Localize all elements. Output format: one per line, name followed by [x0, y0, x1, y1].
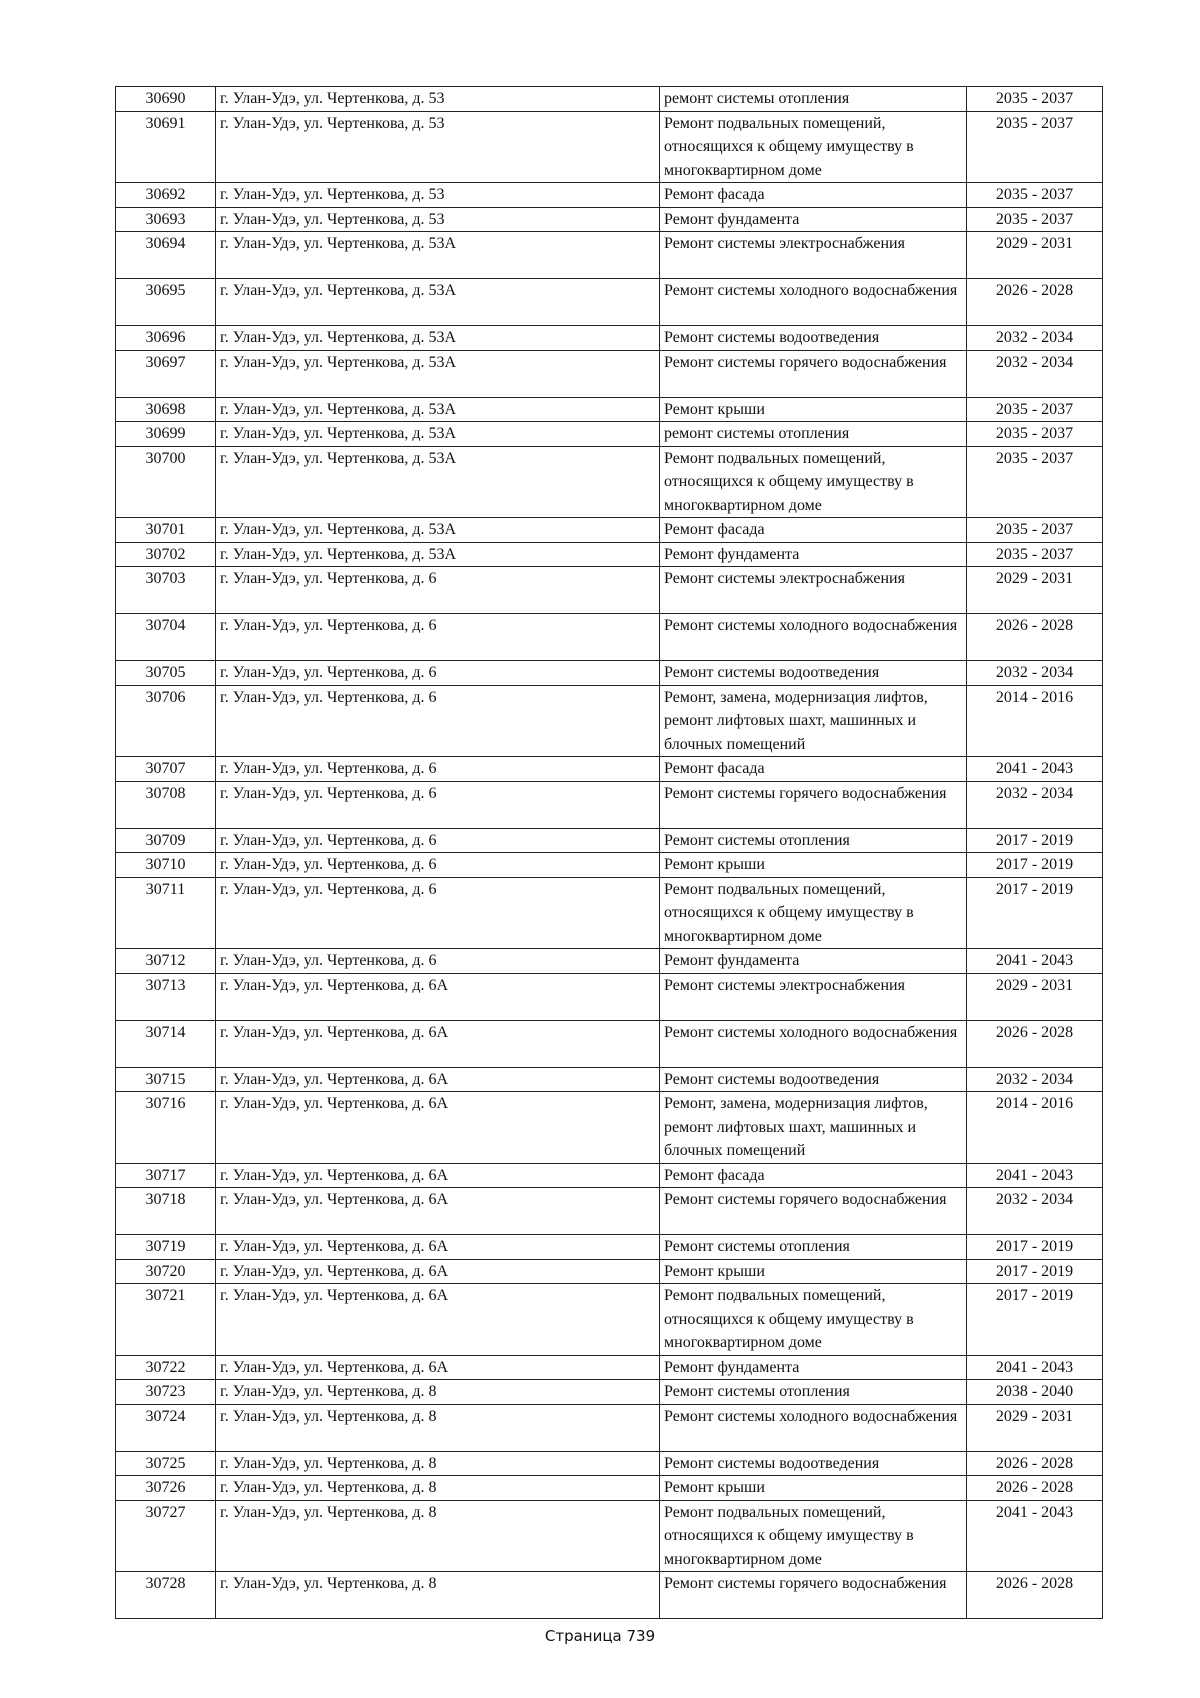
- table-row: [116, 973, 1103, 1020]
- row-id: 30692: [116, 183, 216, 208]
- row-address: г. Улан-Удэ, ул. Чертенкова, д. 53А: [216, 232, 660, 279]
- page-number: Страница 739: [544, 1627, 656, 1645]
- row-period: 2041 - 2043: [967, 1500, 1103, 1572]
- table-row: [116, 542, 1103, 567]
- table-row: [116, 207, 1103, 232]
- row-work-type: Ремонт фундамента: [660, 207, 967, 232]
- row-address: г. Улан-Удэ, ул. Чертенкова, д. 53А: [216, 279, 660, 326]
- row-period: 2017 - 2019: [967, 1284, 1103, 1356]
- row-address: г. Улан-Удэ, ул. Чертенкова, д. 6: [216, 757, 660, 782]
- row-id: 30718: [116, 1188, 216, 1235]
- row-address: г. Улан-Удэ, ул. Чертенкова, д. 53А: [216, 542, 660, 567]
- row-address: г. Улан-Удэ, ул. Чертенкова, д. 53А: [216, 326, 660, 351]
- row-address: г. Улан-Удэ, ул. Чертенкова, д. 53А: [216, 518, 660, 543]
- table-row: [116, 1259, 1103, 1284]
- row-period: 2029 - 2031: [967, 1404, 1103, 1451]
- row-address: г. Улан-Удэ, ул. Чертенкова, д. 53А: [216, 350, 660, 397]
- row-work-type: Ремонт системы горячего водоснабжения: [660, 1188, 967, 1235]
- row-period: 2014 - 2016: [967, 685, 1103, 757]
- table-row: [116, 279, 1103, 326]
- row-period: 2032 - 2034: [967, 661, 1103, 686]
- row-id: 30728: [116, 1572, 216, 1619]
- row-id: 30720: [116, 1259, 216, 1284]
- row-work-type: Ремонт системы холодного водоснабжения: [660, 1404, 967, 1451]
- table-row: [116, 1380, 1103, 1405]
- row-id: 30726: [116, 1476, 216, 1501]
- row-work-type: Ремонт подвальных помещений, относящихся к общему имуществу в многоквартирном доме: [660, 111, 967, 183]
- row-id: 30694: [116, 232, 216, 279]
- row-address: г. Улан-Удэ, ул. Чертенкова, д. 53А: [216, 397, 660, 422]
- table-row: [116, 518, 1103, 543]
- row-work-type: Ремонт системы водоотведения: [660, 661, 967, 686]
- table-row: [116, 1188, 1103, 1235]
- row-address: г. Улан-Удэ, ул. Чертенкова, д. 8: [216, 1500, 660, 1572]
- table-row: [116, 232, 1103, 279]
- row-id: 30725: [116, 1451, 216, 1476]
- table-row: [116, 757, 1103, 782]
- row-work-type: Ремонт системы горячего водоснабжения: [660, 781, 967, 828]
- row-work-type: Ремонт крыши: [660, 853, 967, 878]
- row-period: 2035 - 2037: [967, 111, 1103, 183]
- row-work-type: Ремонт системы холодного водоснабжения: [660, 614, 967, 661]
- row-work-type: Ремонт фундамента: [660, 1355, 967, 1380]
- row-period: 2026 - 2028: [967, 1451, 1103, 1476]
- row-id: 30705: [116, 661, 216, 686]
- row-id: 30691: [116, 111, 216, 183]
- row-address: г. Улан-Удэ, ул. Чертенкова, д. 6А: [216, 1259, 660, 1284]
- row-work-type: Ремонт системы водоотведения: [660, 1451, 967, 1476]
- row-address: г. Улан-Удэ, ул. Чертенкова, д. 6: [216, 614, 660, 661]
- row-address: г. Улан-Удэ, ул. Чертенкова, д. 8: [216, 1404, 660, 1451]
- table-row: [116, 781, 1103, 828]
- row-period: 2038 - 2040: [967, 1380, 1103, 1405]
- row-period: 2017 - 2019: [967, 877, 1103, 949]
- row-id: 30707: [116, 757, 216, 782]
- row-address: г. Улан-Удэ, ул. Чертенкова, д. 6: [216, 567, 660, 614]
- row-work-type: Ремонт системы холодного водоснабжения: [660, 1020, 967, 1067]
- row-period: 2029 - 2031: [967, 973, 1103, 1020]
- row-work-type: Ремонт системы горячего водоснабжения: [660, 350, 967, 397]
- row-id: 30708: [116, 781, 216, 828]
- row-work-type: Ремонт системы отопления: [660, 828, 967, 853]
- table-row: [116, 1067, 1103, 1092]
- table-row: [116, 111, 1103, 183]
- row-id: 30698: [116, 397, 216, 422]
- row-address: г. Улан-Удэ, ул. Чертенкова, д. 6: [216, 661, 660, 686]
- row-period: 2026 - 2028: [967, 1476, 1103, 1501]
- row-period: 2041 - 2043: [967, 757, 1103, 782]
- row-id: 30722: [116, 1355, 216, 1380]
- row-work-type: Ремонт подвальных помещений, относящихся к общему имуществу в многоквартирном доме: [660, 877, 967, 949]
- table-row: [116, 87, 1103, 112]
- row-id: 30724: [116, 1404, 216, 1451]
- row-address: г. Улан-Удэ, ул. Чертенкова, д. 6А: [216, 1020, 660, 1067]
- row-work-type: Ремонт фасада: [660, 1163, 967, 1188]
- row-id: 30717: [116, 1163, 216, 1188]
- table-row: [116, 1572, 1103, 1619]
- row-address: г. Улан-Удэ, ул. Чертенкова, д. 53: [216, 87, 660, 112]
- table-row: [116, 1235, 1103, 1260]
- table-body: [116, 87, 1103, 1619]
- row-id: 30704: [116, 614, 216, 661]
- row-period: 2035 - 2037: [967, 518, 1103, 543]
- row-id: 30697: [116, 350, 216, 397]
- row-work-type: Ремонт системы электроснабжения: [660, 567, 967, 614]
- row-period: 2032 - 2034: [967, 350, 1103, 397]
- row-work-type: ремонт системы отопления: [660, 422, 967, 447]
- table-row: [116, 326, 1103, 351]
- row-id: 30721: [116, 1284, 216, 1356]
- row-work-type: Ремонт системы холодного водоснабжения: [660, 279, 967, 326]
- table-row: [116, 422, 1103, 447]
- row-period: 2026 - 2028: [967, 1020, 1103, 1067]
- row-id: 30713: [116, 973, 216, 1020]
- row-period: 2026 - 2028: [967, 614, 1103, 661]
- row-id: 30696: [116, 326, 216, 351]
- table-row: [116, 1163, 1103, 1188]
- table-row: [116, 1404, 1103, 1451]
- table-row: [116, 685, 1103, 757]
- row-work-type: Ремонт подвальных помещений, относящихся к общему имуществу в многоквартирном доме: [660, 446, 967, 518]
- row-address: г. Улан-Удэ, ул. Чертенкова, д. 6А: [216, 1067, 660, 1092]
- row-period: 2032 - 2034: [967, 326, 1103, 351]
- row-id: 30701: [116, 518, 216, 543]
- row-period: 2035 - 2037: [967, 397, 1103, 422]
- table-row: [116, 567, 1103, 614]
- row-work-type: Ремонт подвальных помещений, относящихся к общему имуществу в многоквартирном доме: [660, 1500, 967, 1572]
- row-period: 2017 - 2019: [967, 828, 1103, 853]
- row-work-type: Ремонт фасада: [660, 757, 967, 782]
- table-row: [116, 949, 1103, 974]
- row-id: 30700: [116, 446, 216, 518]
- row-address: г. Улан-Удэ, ул. Чертенкова, д. 6А: [216, 1188, 660, 1235]
- table-row: [116, 1092, 1103, 1164]
- row-period: 2035 - 2037: [967, 446, 1103, 518]
- row-period: 2035 - 2037: [967, 207, 1103, 232]
- row-id: 30714: [116, 1020, 216, 1067]
- row-work-type: ремонт системы отопления: [660, 87, 967, 112]
- table-row: [116, 661, 1103, 686]
- table-row: [116, 1451, 1103, 1476]
- row-period: 2032 - 2034: [967, 1067, 1103, 1092]
- row-id: 30716: [116, 1092, 216, 1164]
- table-row: [116, 350, 1103, 397]
- row-period: 2035 - 2037: [967, 183, 1103, 208]
- row-address: г. Улан-Удэ, ул. Чертенкова, д. 8: [216, 1572, 660, 1619]
- row-work-type: Ремонт системы водоотведения: [660, 326, 967, 351]
- row-work-type: Ремонт системы электроснабжения: [660, 232, 967, 279]
- row-work-type: Ремонт крыши: [660, 1259, 967, 1284]
- row-id: 30711: [116, 877, 216, 949]
- row-period: 2017 - 2019: [967, 853, 1103, 878]
- table-row: [116, 1355, 1103, 1380]
- row-period: 2035 - 2037: [967, 87, 1103, 112]
- row-work-type: Ремонт фасада: [660, 518, 967, 543]
- row-id: 30695: [116, 279, 216, 326]
- row-id: 30712: [116, 949, 216, 974]
- row-work-type: Ремонт подвальных помещений, относящихся к общему имуществу в многоквартирном доме: [660, 1284, 967, 1356]
- row-address: г. Улан-Удэ, ул. Чертенкова, д. 8: [216, 1451, 660, 1476]
- row-address: г. Улан-Удэ, ул. Чертенкова, д. 53: [216, 111, 660, 183]
- row-address: г. Улан-Удэ, ул. Чертенкова, д. 53А: [216, 446, 660, 518]
- row-id: 30703: [116, 567, 216, 614]
- row-period: 2041 - 2043: [967, 949, 1103, 974]
- row-period: 2029 - 2031: [967, 232, 1103, 279]
- row-work-type: Ремонт системы отопления: [660, 1235, 967, 1260]
- row-period: 2032 - 2034: [967, 1188, 1103, 1235]
- row-id: 30723: [116, 1380, 216, 1405]
- row-address: г. Улан-Удэ, ул. Чертенкова, д. 6А: [216, 1235, 660, 1260]
- row-address: г. Улан-Удэ, ул. Чертенкова, д. 8: [216, 1380, 660, 1405]
- row-address: г. Улан-Удэ, ул. Чертенкова, д. 53А: [216, 422, 660, 447]
- row-period: 2032 - 2034: [967, 781, 1103, 828]
- row-work-type: Ремонт системы горячего водоснабжения: [660, 1572, 967, 1619]
- repair-schedule-table: [115, 86, 1103, 1619]
- row-work-type: Ремонт, замена, модернизация лифтов, ремонт лифтовых шахт, машинных и блочных помещений: [660, 1092, 967, 1164]
- row-work-type: Ремонт крыши: [660, 397, 967, 422]
- row-address: г. Улан-Удэ, ул. Чертенкова, д. 6: [216, 853, 660, 878]
- row-address: г. Улан-Удэ, ул. Чертенкова, д. 6: [216, 949, 660, 974]
- row-work-type: Ремонт системы электроснабжения: [660, 973, 967, 1020]
- table-row: [116, 183, 1103, 208]
- row-id: 30699: [116, 422, 216, 447]
- row-period: 2029 - 2031: [967, 567, 1103, 614]
- row-id: 30715: [116, 1067, 216, 1092]
- row-id: 30693: [116, 207, 216, 232]
- row-address: г. Улан-Удэ, ул. Чертенкова, д. 53: [216, 207, 660, 232]
- row-period: 2026 - 2028: [967, 1572, 1103, 1619]
- row-period: 2017 - 2019: [967, 1259, 1103, 1284]
- row-address: г. Улан-Удэ, ул. Чертенкова, д. 8: [216, 1476, 660, 1501]
- row-address: г. Улан-Удэ, ул. Чертенкова, д. 6А: [216, 1355, 660, 1380]
- row-address: г. Улан-Удэ, ул. Чертенкова, д. 6А: [216, 1284, 660, 1356]
- table-row: [116, 828, 1103, 853]
- row-address: г. Улан-Удэ, ул. Чертенкова, д. 6: [216, 877, 660, 949]
- row-period: 2035 - 2037: [967, 422, 1103, 447]
- row-work-type: Ремонт системы водоотведения: [660, 1067, 967, 1092]
- row-id: 30690: [116, 87, 216, 112]
- row-period: 2014 - 2016: [967, 1092, 1103, 1164]
- row-address: г. Улан-Удэ, ул. Чертенкова, д. 6А: [216, 1163, 660, 1188]
- row-id: 30702: [116, 542, 216, 567]
- table-row: [116, 1284, 1103, 1356]
- table-row: [116, 1500, 1103, 1572]
- row-work-type: Ремонт фасада: [660, 183, 967, 208]
- table-row: [116, 397, 1103, 422]
- row-id: 30719: [116, 1235, 216, 1260]
- row-work-type: Ремонт системы отопления: [660, 1380, 967, 1405]
- row-id: 30710: [116, 853, 216, 878]
- table-row: [116, 853, 1103, 878]
- row-address: г. Улан-Удэ, ул. Чертенкова, д. 6: [216, 685, 660, 757]
- row-work-type: Ремонт крыши: [660, 1476, 967, 1501]
- row-work-type: Ремонт фундамента: [660, 542, 967, 567]
- row-work-type: Ремонт фундамента: [660, 949, 967, 974]
- row-address: г. Улан-Удэ, ул. Чертенкова, д. 6: [216, 781, 660, 828]
- row-work-type: Ремонт, замена, модернизация лифтов, ремонт лифтовых шахт, машинных и блочных помещений: [660, 685, 967, 757]
- table-row: [116, 446, 1103, 518]
- row-period: 2017 - 2019: [967, 1235, 1103, 1260]
- row-period: 2035 - 2037: [967, 542, 1103, 567]
- row-period: 2026 - 2028: [967, 279, 1103, 326]
- row-address: г. Улан-Удэ, ул. Чертенкова, д. 6А: [216, 1092, 660, 1164]
- row-address: г. Улан-Удэ, ул. Чертенкова, д. 6: [216, 828, 660, 853]
- row-address: г. Улан-Удэ, ул. Чертенкова, д. 6А: [216, 973, 660, 1020]
- row-id: 30709: [116, 828, 216, 853]
- table-row: [116, 614, 1103, 661]
- table-row: [116, 877, 1103, 949]
- row-id: 30706: [116, 685, 216, 757]
- table-row: [116, 1476, 1103, 1501]
- table-row: [116, 1020, 1103, 1067]
- row-period: 2041 - 2043: [967, 1163, 1103, 1188]
- row-period: 2041 - 2043: [967, 1355, 1103, 1380]
- row-address: г. Улан-Удэ, ул. Чертенкова, д. 53: [216, 183, 660, 208]
- row-id: 30727: [116, 1500, 216, 1572]
